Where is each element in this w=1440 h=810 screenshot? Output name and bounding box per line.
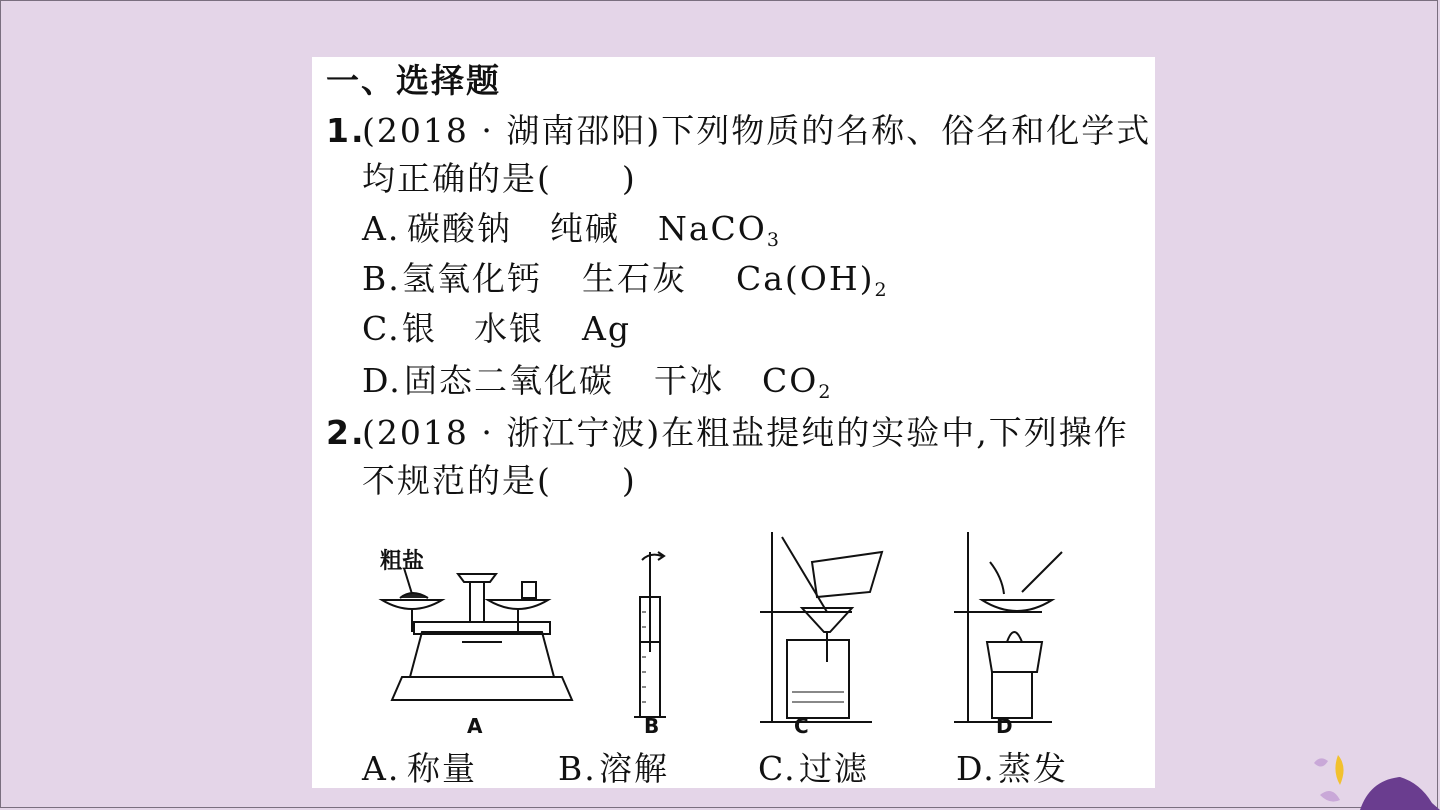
option-common-name: 干冰 [654,361,724,400]
option-common-name: 生石灰 [582,259,687,298]
balance-illustration [382,568,572,700]
option-letter: B. [362,259,401,298]
option-name: 碳酸钠 [407,209,512,248]
option-formula: $Ca(OH)_2$ [736,259,889,301]
option-letter: B. [558,749,597,788]
q2-stem-line1: (2018 · 浙江宁波)在粗盐提纯的实验中,下列操作 [362,413,1129,452]
q2-number: 2. [326,413,366,452]
section-title: 一、选择题 [326,61,501,100]
q1-stem-line1: (2018 · 湖南邵阳)下列物质的名称、俗名和化学式 [362,111,1152,150]
option-name: 银 [402,309,437,348]
option-common-name: 纯碱 [550,209,620,248]
option-letter: D. [956,749,996,788]
option-formula: Ag [582,309,631,348]
document-page [312,57,1155,788]
option-letter: D. [362,361,402,400]
figure-label-d: D [996,714,1013,738]
cylinder-illustration [634,552,666,717]
option-common-name: 水银 [474,309,544,348]
filtration-illustration [760,532,882,722]
q1-number: 1. [326,111,366,150]
option-text: 称量 [407,749,477,788]
option-formula: $CO_2$ [762,361,833,403]
option-text: 蒸发 [998,749,1068,788]
option-name: 氢氧化钙 [402,259,542,298]
option-letter: A. [362,209,401,248]
evaporation-illustration [954,532,1062,722]
figure-label-a: A [467,714,483,738]
coarse-salt-label: 粗盐 [380,549,425,574]
option-text: 过滤 [799,749,869,788]
option-text: 溶解 [599,749,669,788]
lab-apparatus-figure [362,522,1082,742]
figure-label-b: B [644,714,660,738]
q2-stem-line2: 不规范的是( ) [362,461,637,500]
option-name: 固态二氧化碳 [404,361,614,400]
corner-decoration-icon [1300,745,1440,810]
option-letter: A. [362,749,401,788]
figure-label-c: C [794,714,809,738]
option-letter: C. [362,309,401,348]
option-letter: C. [758,749,797,788]
option-formula: NaCO$_3$ [658,209,781,251]
q1-stem-line2: 均正确的是( ) [362,159,637,198]
